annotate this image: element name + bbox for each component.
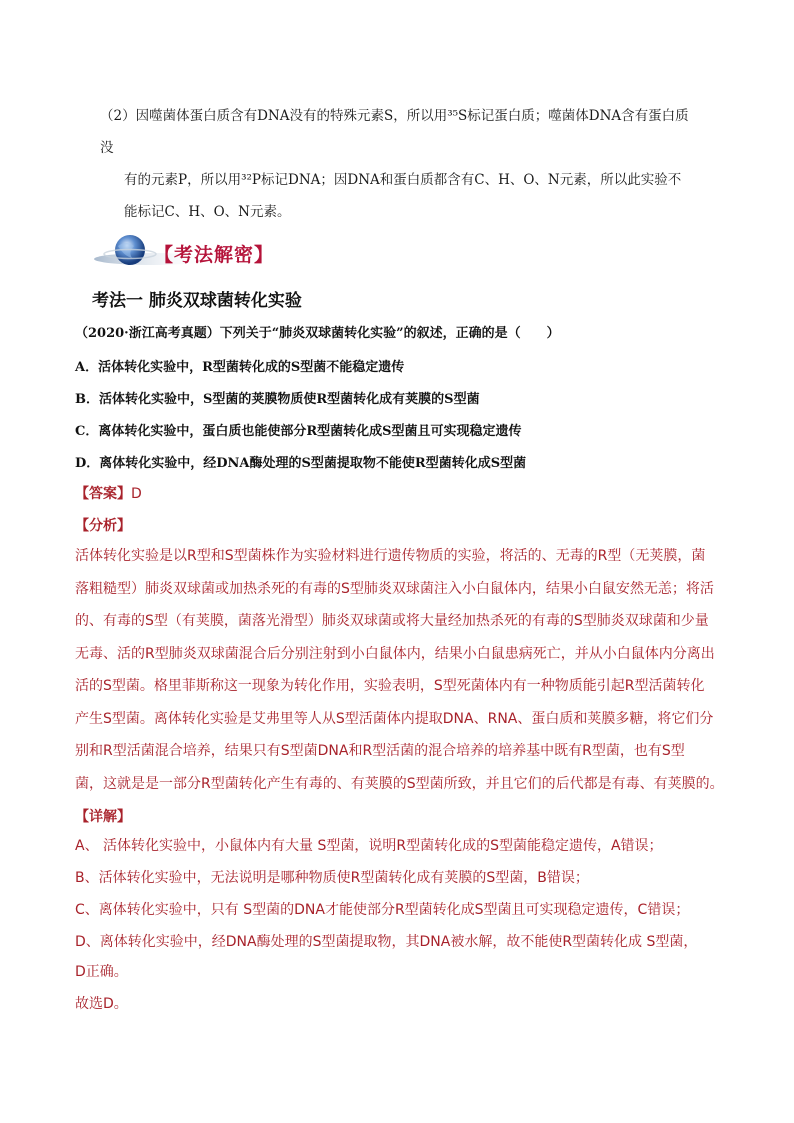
answer-label: 【答案】 (75, 486, 131, 502)
analysis-line: 菌，这就是是一部分R型菌转化产生有毒的、有荚膜的S型菌所致，并且它们的后代都是有毒、有荚膜的。 (75, 775, 724, 792)
detail-line-c: C、离体转化实验中，只有 S型菌的DNA才能使部分R型菌转化成S型菌且可实现稳定遗传，C错误； (75, 902, 690, 918)
analysis-label: 【分析】 (75, 518, 131, 534)
analysis-line: 别和R型活菌混合培养，结果只有S型菌DNA和R型活菌的混合培养的培养基中既有R型菌，也有S型 (75, 743, 685, 759)
analysis-line: 无毒、活的R型肺炎双球菌混合后分别注射到小白鼠体内，结果小白鼠患病死亡，并从小白鼠体内分离出 (75, 645, 715, 662)
detail-label: 【详解】 (75, 809, 131, 825)
option-d: D．离体转化实验中，经DNA酶处理的S型菌提取物不能使R型菌转化成S型菌 (75, 456, 527, 471)
question-stem: （2020·浙江高考真题）下列关于“肺炎双球菌转化实验”的叙述，正确的是（ ） (75, 326, 560, 341)
analysis-body (75, 540, 725, 800)
intro-line-2: 有的元素P，所以用³²P标记DNA；因DNA和蛋白质都含有C、H、O、N元素，所以此实验不 (124, 172, 682, 188)
detail-line-d-cont: D正确。 (75, 964, 128, 980)
option-a: A．活体转化实验中，R型菌转化成的S型菌不能稳定遗传 (75, 360, 405, 375)
analysis-line: 活的S型菌。格里菲斯称这一现象为转化作用，实验表明，S型死菌体内有一种物质能引起R型活菌转化 (75, 678, 705, 694)
method-title: 考法一 肺炎双球菌转化实验 (92, 291, 302, 311)
analysis-line: 活体转化实验是以R型和S型菌株作为实验材料进行遗传物质的实验，将活的、无毒的R型（无荚膜，菌 (75, 548, 706, 564)
option-c: C．离体转化实验中，蛋白质也能使部分R型菌转化成S型菌且可实现稳定遗传 (75, 424, 522, 439)
detail-line-d: D、离体转化实验中，经DNA酶处理的S型菌提取物，其DNA被水解，故不能使R型菌转化成 S型菌， (75, 934, 698, 950)
analysis-line: 的、有毒的S型（有荚膜，菌落光滑型）肺炎双球菌或将大量经加热杀死的有毒的S型肺炎双球菌和少量 (75, 613, 709, 629)
answer-row (75, 483, 142, 503)
intro-paragraph (100, 100, 700, 228)
answer-value: D (131, 486, 142, 502)
analysis-line: 产生S型菌。离体转化实验是艾弗里等人从S型活菌体内提取DNA、RNA、蛋白质和荚膜多糖，将它们分 (75, 710, 714, 727)
analysis-line: 落粗糙型）肺炎双球菌或加热杀死的有毒的S型肺炎双球菌注入小白鼠体内，结果小白鼠安然无恙；将活 (75, 580, 714, 597)
detail-conclusion: 故选D。 (75, 996, 128, 1012)
section-header: 【考法解密】 (154, 244, 275, 266)
option-b: B．活体转化实验中，S型菌的荚膜物质使R型菌转化成有荚膜的S型菌 (75, 392, 480, 407)
detail-line-b: B、活体转化实验中，无法说明是哪种物质使R型菌转化成有荚膜的S型菌，B错误； (75, 870, 589, 886)
detail-line-a: A、 活体转化实验中，小鼠体内有大量 S型菌，说明R型菌转化成的S型菌能稳定遗传，A错误； (75, 838, 663, 854)
intro-line-3: 能标记C、H、O、N元素。 (124, 204, 291, 220)
intro-line-1: （2）因噬菌体蛋白质含有DNA没有的特殊元素S，所以用³⁵S标记蛋白质；噬菌体DNA含有蛋白质没 (100, 108, 689, 156)
